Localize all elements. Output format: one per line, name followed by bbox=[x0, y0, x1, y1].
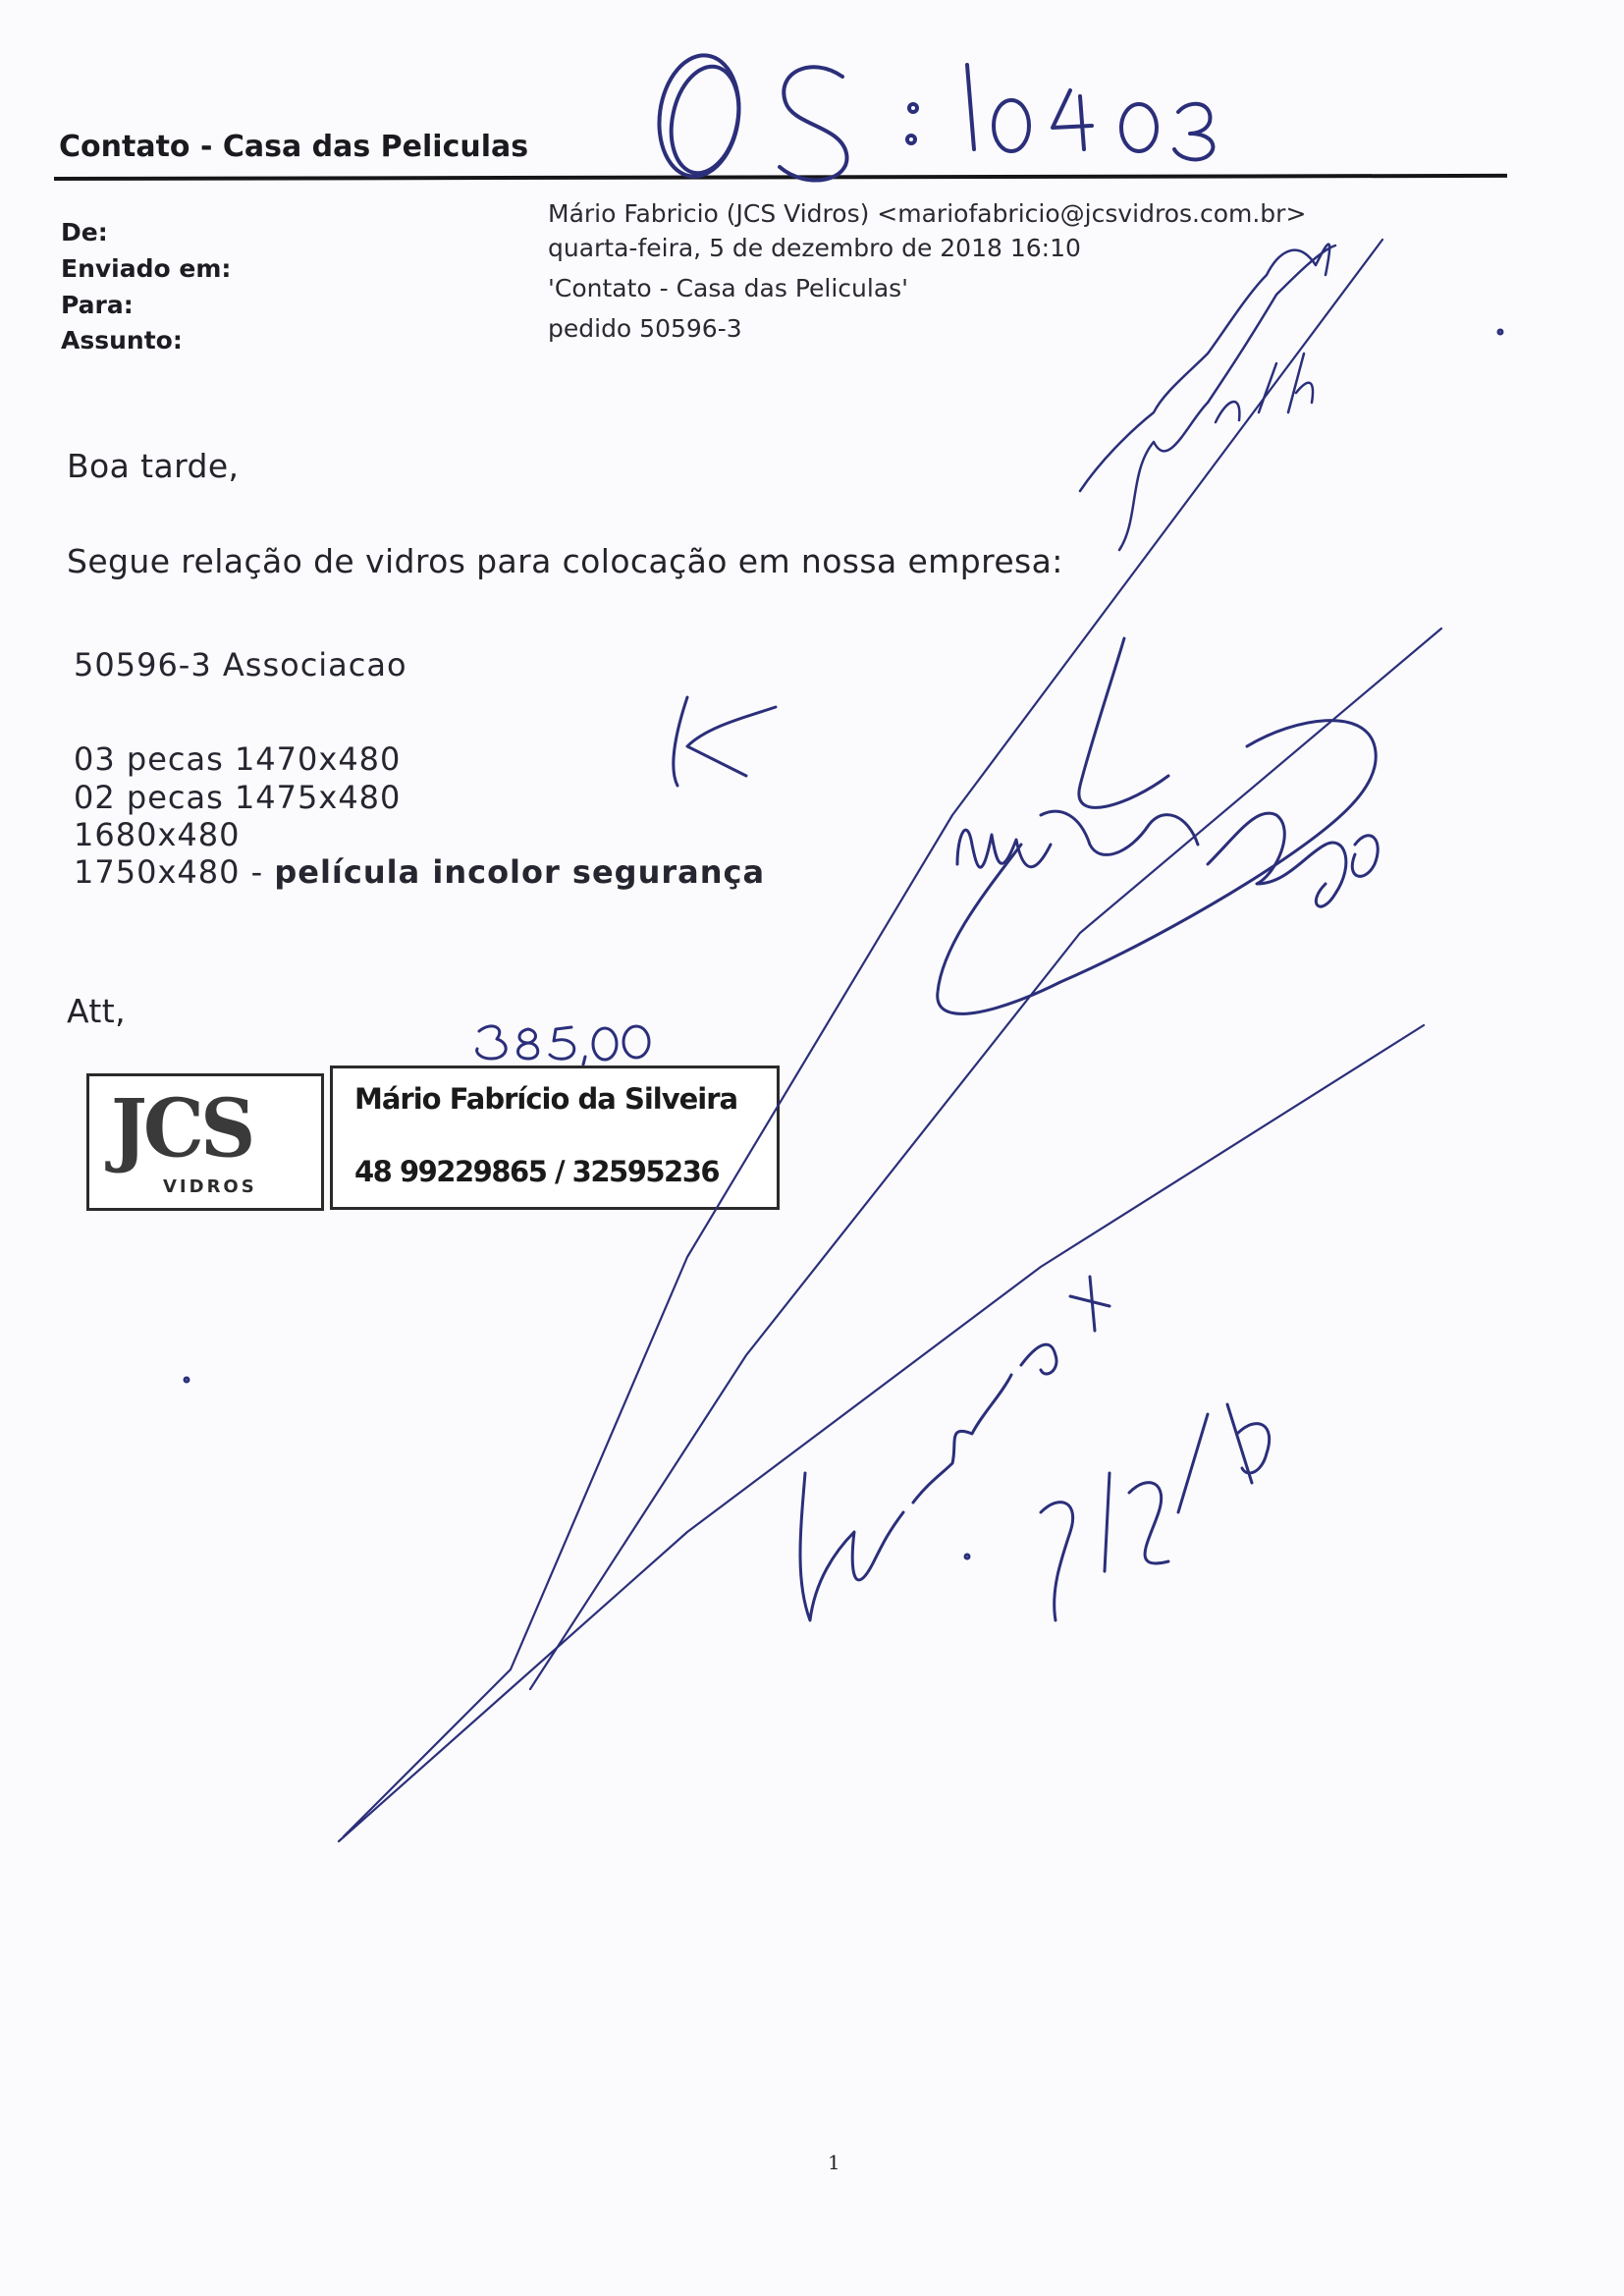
price-handwriting bbox=[477, 1026, 649, 1065]
from-value: Mário Fabricio (JCS Vidros) <mariofabricio@jcsvidros.com.br> bbox=[548, 199, 1307, 228]
to-label: Para: bbox=[61, 291, 134, 319]
signature-middle-handwriting bbox=[938, 638, 1378, 1013]
subject-label: Assunto: bbox=[61, 326, 183, 355]
logo-wordmark: JCS bbox=[111, 1081, 252, 1176]
subject-value: pedido 50596-3 bbox=[548, 314, 742, 343]
item-text: 1680x480 bbox=[74, 816, 241, 853]
email-title: Contato - Casa das Peliculas bbox=[59, 130, 529, 164]
diagonal-strokes bbox=[339, 240, 1441, 1841]
item-note: película incolor segurança bbox=[274, 853, 766, 891]
intro-text: Segue relação de vidros para colocação em nossa empresa: bbox=[67, 542, 1063, 580]
signature-top-handwriting bbox=[1080, 245, 1335, 550]
signature-name: Mário Fabrício da Silveira bbox=[354, 1082, 738, 1116]
check-mark bbox=[674, 697, 776, 786]
greeting: Boa tarde, bbox=[67, 447, 240, 485]
logo-subtitle: VIDROS bbox=[163, 1176, 257, 1197]
os-number-handwriting bbox=[652, 50, 1214, 182]
ink-specks bbox=[185, 330, 1502, 1558]
from-label: De: bbox=[61, 218, 108, 246]
signature-phone: 48 99229865 / 32595236 bbox=[354, 1155, 720, 1188]
item-text: 1750x480 - bbox=[74, 853, 275, 891]
sent-value: quarta-feira, 5 de dezembro de 2018 16:10 bbox=[548, 234, 1081, 262]
item-text: 02 pecas 1475x480 bbox=[74, 779, 402, 816]
to-value: 'Contato - Casa das Peliculas' bbox=[548, 274, 909, 302]
sent-label: Enviado em: bbox=[61, 254, 232, 283]
closing: Att, bbox=[67, 992, 126, 1030]
page-number: 1 bbox=[828, 2151, 840, 2174]
signature-bottom-handwriting bbox=[800, 1277, 1270, 1620]
order-reference: 50596-3 Associacao bbox=[74, 646, 407, 683]
item-text: 03 pecas 1470x480 bbox=[74, 740, 402, 778]
